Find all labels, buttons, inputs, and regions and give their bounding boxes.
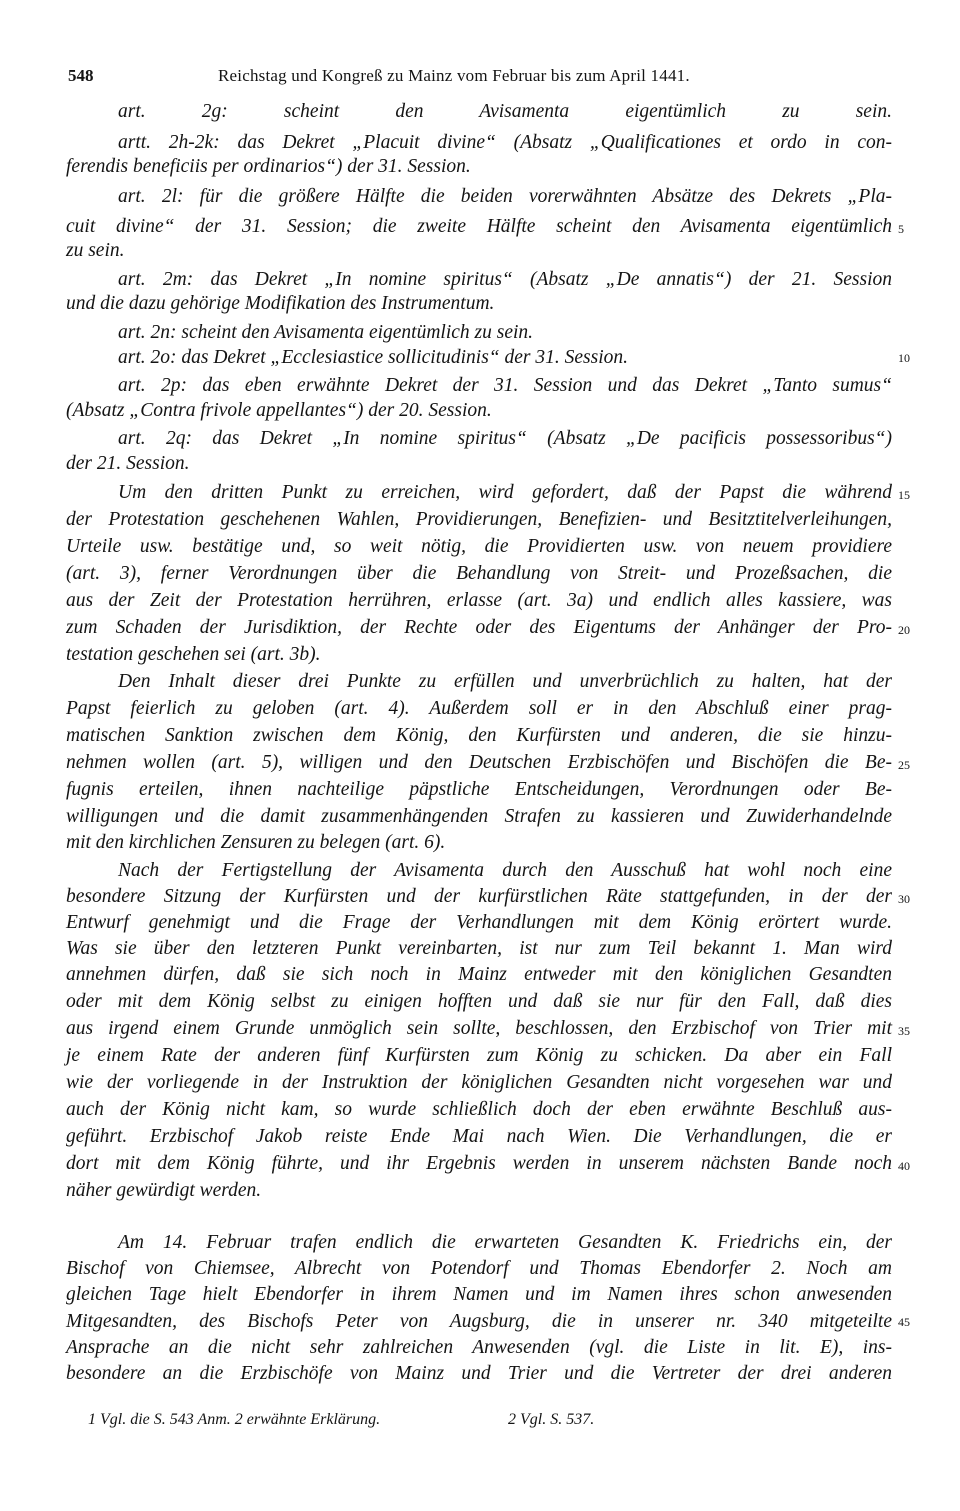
text-line: besondere an die Erzbischöfe von Mainz und Trier und die Vertreter der drei anderen: [66, 1363, 892, 1384]
text-line: artt. 2h-2k: das Dekret „Placuit divine“ (Absatz „Qualificationes et ordo in con-: [118, 132, 892, 153]
line-number: 20: [898, 623, 910, 637]
text-line: matischen Sanktion zwischen dem König, den Kurfürsten und anderen, die sie hinzu-: [66, 725, 892, 746]
text-line: dort mit dem König führte, und ihr Ergebnis werden in unserem nächsten Bande noch: [66, 1153, 892, 1174]
text-line: art. 2q: das Dekret „In nomine spiritus“ (Absatz „De pacificis possessoribus“): [118, 428, 892, 449]
text-line: zu sein.: [66, 240, 125, 261]
text-line: näher gewürdigt werden.: [66, 1180, 262, 1201]
text-line: Bischof von Chiemsee, Albrecht von Potendorf und Thomas Ebendorfer 2. Noch am: [66, 1258, 892, 1279]
text-line: fugnis erteilen, ihnen nachteilige päpstliche Entscheidungen, Verordnungen oder Be-: [66, 779, 892, 800]
text-line: Urteile usw. bestätige und, so weit nötig, die Providierten usw. von neuem providiere: [66, 536, 892, 557]
text-line: und die dazu gehörige Modifikation des Instrumentum.: [66, 293, 495, 314]
text-line: art. 2p: das eben erwähnte Dekret der 31. Session und das Dekret „Tanto sumus“: [118, 375, 892, 396]
page-header: [68, 66, 898, 90]
text-line: Nach der Fertigstellung der Avisamenta durch den Ausschuß hat wohl noch eine: [118, 860, 892, 881]
text-line: mit den kirchlichen Zensuren zu belegen (art. 6).: [66, 832, 446, 853]
text-line: art. 2l: für die größere Hälfte die beiden vorerwähnten Absätze des Dekrets „Pla-: [118, 186, 892, 207]
text-line: zum Schaden der Jurisdiktion, der Rechte oder des Eigentums der Anhänger der Pro-: [66, 617, 892, 638]
text-line: (Absatz „Contra frivole appellantes“) der 20. Session.: [66, 400, 492, 421]
text-line: gleichen Tage hielt Ebendorfer in ihrem Namen und im Namen ihres schon anwesenden: [66, 1284, 892, 1305]
text-line: Papst feierlich zu geloben (art. 4). Außerdem soll er in den Abschluß einer prag-: [66, 698, 892, 719]
running-title: Reichstag und Kongreß zu Mainz vom Februar bis zum April 1441.: [218, 66, 690, 85]
text-line: Am 14. Februar trafen endlich die erwarteten Gesandten K. Friedrichs ein, der: [118, 1232, 892, 1253]
text-line: der Protestation geschehenen Wahlen, Providierungen, Benefizien- und Besitztitelverleihungen,: [66, 509, 892, 530]
text-line: je einem Rate der anderen fünf Kurfürsten zum König zu schicken. Da aber ein Fall: [66, 1045, 892, 1066]
footnote-1: 1 Vgl. die S. 543 Anm. 2 erwähnte Erklärung.: [88, 1411, 381, 1428]
line-number: 25: [898, 758, 910, 772]
text-line: willigungen und die damit zusammenhängenden Strafen zu kassieren und Zuwiderhandelnde: [66, 806, 892, 827]
text-line: Entwurf genehmigt und die Frage der Verhandlungen mit dem König erörtert wurde.: [66, 912, 892, 933]
text-line: Ansprache an die nicht sehr zahlreichen Anwesenden (vgl. die Liste in lit. E), ins-: [66, 1337, 892, 1358]
text-line: wie der vorliegende in der Instruktion der königlichen Gesandten nicht vorgesehen war und: [66, 1072, 892, 1093]
line-number: 15: [898, 488, 910, 502]
text-line: auch der König nicht kam, so wurde schließlich doch der eben erwähnte Beschluß aus-: [66, 1099, 892, 1120]
text-line: (art. 3), ferner Verordnungen über die Behandlung von Streit- und Prozeßsachen, die: [66, 563, 892, 584]
line-number: 5: [898, 222, 904, 236]
line-number: 40: [898, 1159, 910, 1173]
text-line: art. 2o: das Dekret „Ecclesiastice sollicitudinis“ der 31. Session.: [118, 347, 629, 368]
text-line: geführt. Erzbischof Jakob reiste Ende Mai nach Wien. Die Verhandlungen, die er: [66, 1126, 892, 1147]
text-line: annehmen dürfen, daß sie sich noch in Mainz entweder mit den königlichen Gesandten: [66, 964, 892, 985]
text-line: Um den dritten Punkt zu erreichen, wird gefordert, daß der Papst die während: [118, 482, 892, 503]
line-number: 10: [898, 351, 910, 365]
text-line: aus der Zeit der Protestation herrühren, erlasse (art. 3a) und endlich alles kassiere, was: [66, 590, 892, 611]
text-line: Mitgesandten, des Bischofs Peter von Augsburg, die in unserer nr. 340 mitgeteilte: [66, 1311, 892, 1332]
text-line: cuit divine“ der 31. Session; die zweite Hälfte scheint den Avisamenta eigentümlich: [66, 216, 892, 237]
text-line: nehmen wollen (art. 5), willigen und den Deutschen Erzbischöfen und Bischöfen die Be-: [66, 752, 892, 773]
page-number: 548: [68, 66, 94, 85]
line-number: 35: [898, 1024, 910, 1038]
text-line: oder mit dem König selbst zu einigen hofften und daß sie nur für den Fall, daß dies: [66, 991, 892, 1012]
text-line: testation geschehen sei (art. 3b).: [66, 644, 321, 665]
text-line: Den Inhalt dieser drei Punkte zu erfüllen und unverbrüchlich zu halten, hat der: [118, 671, 892, 692]
footnote-2: 2 Vgl. S. 537.: [508, 1411, 595, 1428]
text-line: der 21. Session.: [66, 453, 190, 474]
text-line: art. 2n: scheint den Avisamenta eigentümlich zu sein.: [118, 322, 534, 343]
text-line: aus irgend einem Grunde unmöglich sein sollte, beschlossen, den Erzbischof von Trier mit: [66, 1018, 892, 1039]
text-line: besondere Sitzung der Kurfürsten und der kurfürstlichen Räte stattgefunden, in der der: [66, 886, 892, 907]
text-line: ferendis beneficiis per ordinarios“) der 31. Session.: [66, 156, 471, 177]
text-line: Was sie über den letzteren Punkt vereinbarten, ist nur zum Teil bekannt 1. Man wird: [66, 938, 892, 959]
line-number: 45: [898, 1315, 910, 1329]
line-number: 30: [898, 892, 910, 906]
text-line: art. 2g: scheint den Avisamenta eigentümlich zu sein.: [118, 101, 892, 122]
text-line: art. 2m: das Dekret „In nomine spiritus“ (Absatz „De annatis“) der 21. Session: [118, 269, 892, 290]
